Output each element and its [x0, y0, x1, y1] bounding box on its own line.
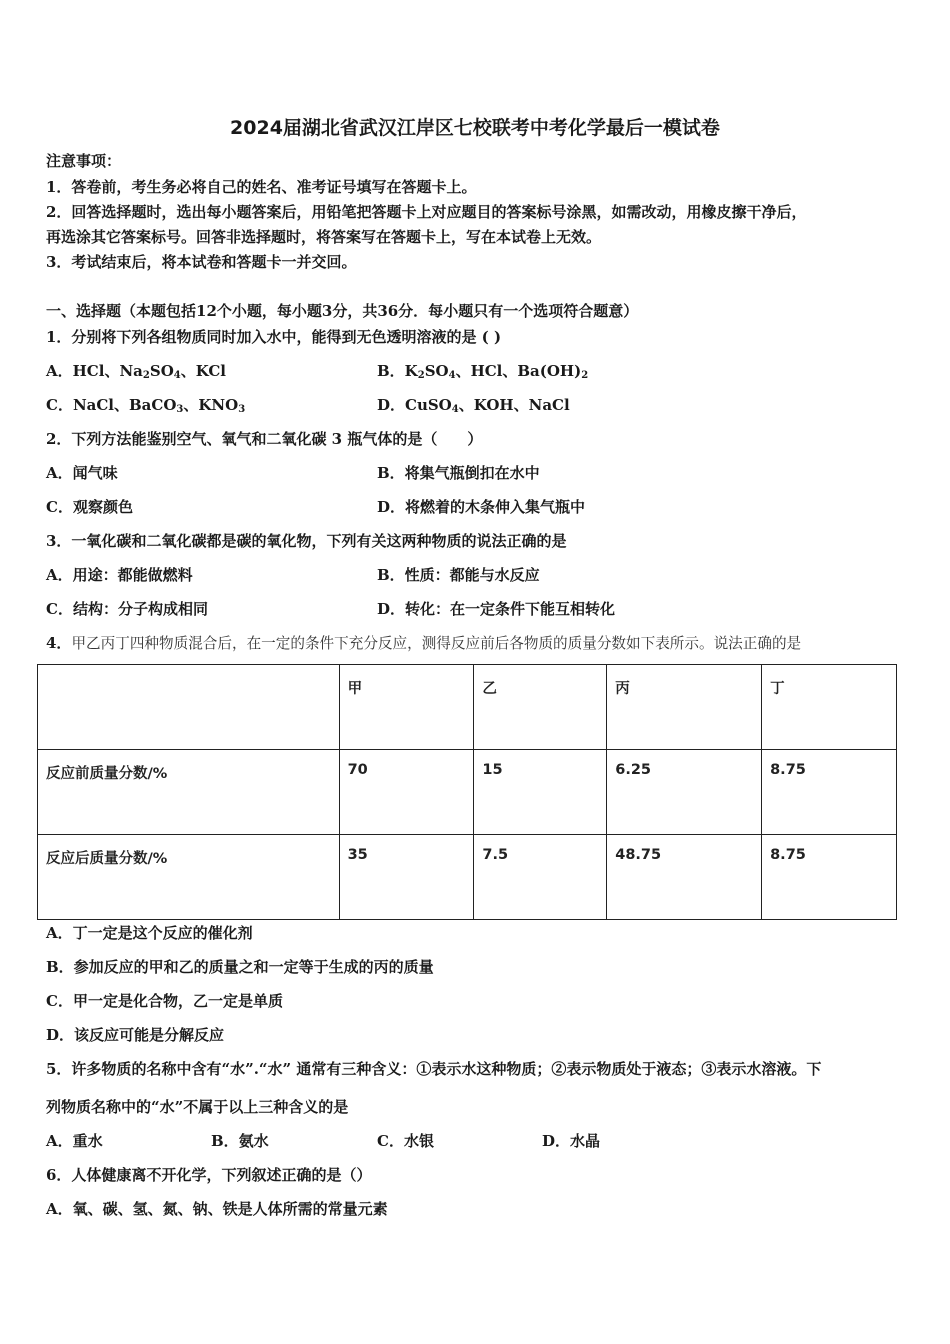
table-cell: 70: [339, 750, 474, 835]
q2-option-b: B．将集气瓶倒扣在水中: [377, 464, 540, 482]
table-cell: 反应后质量分数/%: [38, 835, 340, 920]
table-cell: 8.75: [762, 835, 897, 920]
table-cell: 48.75: [607, 835, 762, 920]
notice-heading: 注意事项：: [46, 152, 122, 170]
notice-item: 3．考试结束后，将本试卷和答题卡一并交回。: [46, 253, 357, 271]
table-cell: 乙: [474, 665, 607, 750]
q5-stem-continued: 列物质名称中的“水”不属于以上三种含义的是: [46, 1098, 349, 1116]
q3-stem: 3．一氧化碳和二氧化碳都是碳的氧化物，下列有关这两种物质的说法正确的是: [46, 532, 567, 550]
page-title: 2024届湖北省武汉江岸区七校联考中考化学最后一模试卷: [230, 117, 720, 139]
q1-stem: 1．分别将下列各组物质同时加入水中，能得到无色透明溶液的是 ( ): [46, 328, 502, 346]
q6-option-a: A．氧、碳、氢、氮、钠、铁是人体所需的常量元素: [46, 1200, 388, 1218]
table-header-row: [38, 665, 897, 750]
notice-item: 再选涂其它答案标号。回答非选择题时，将答案写在答题卡上，写在本试卷上无效。: [46, 228, 602, 246]
q1-option-a: A．HCl、$Na_2SO_4$、KCl: [46, 362, 227, 381]
q5-stem: 5．许多物质的名称中含有“水”.“水” 通常有三种含义：①表示水这种物质；②表示物质处于液态；③表示水溶液。下: [46, 1060, 822, 1078]
table-cell: [38, 665, 340, 750]
q3-option-b: B．性质：都能与水反应: [377, 566, 540, 584]
q3-option-a: A．用途：都能做燃料: [46, 566, 193, 584]
table-cell: 6.25: [607, 750, 762, 835]
q5-option-b: B．氨水: [211, 1132, 269, 1150]
q5-option-c: C．水银: [377, 1132, 434, 1150]
q1-option-b: B．$K_2SO_4$、HCl、$Ba(OH)_2$: [377, 362, 589, 381]
table-cell: 丙: [607, 665, 762, 750]
table-row: [38, 835, 897, 920]
q3-option-c: C．结构：分子构成相同: [46, 600, 208, 618]
q4-option-d: D．该反应可能是分解反应: [46, 1026, 225, 1044]
table-cell: 8.75: [762, 750, 897, 835]
table-cell: 丁: [762, 665, 897, 750]
q1-option-d: D．CuSO$_4$、KOH、NaCl: [377, 396, 570, 415]
table-row: [38, 750, 897, 835]
q3-option-d: D．转化：在一定条件下能互相转化: [377, 600, 616, 618]
table-cell: 35: [339, 835, 474, 920]
q2-option-c: C．观察颜色: [46, 498, 133, 516]
q1-option-c: C．NaCl、BaCO$_3$、$KNO_3$: [46, 396, 246, 415]
q5-option-a: A．重水: [46, 1132, 103, 1150]
q2-option-a: A．闻气味: [46, 464, 118, 482]
section-heading: 一、选择题（本题包括12个小题，每小题3分，共36分．每小题只有一个选项符合题意）: [46, 302, 639, 320]
table-cell: 甲: [339, 665, 474, 750]
notice-item: 2．回答选择题时，选出每小题答案后，用铅笔把答题卡上对应题目的答案标号涂黑，如需改动，用橡皮擦干净后，: [46, 203, 807, 221]
q5-option-d: D．水晶: [542, 1132, 601, 1150]
table-cell: 反应前质量分数/%: [38, 750, 340, 835]
q4-option-c: C．甲一定是化合物，乙一定是单质: [46, 992, 283, 1010]
notice-item: 1．答卷前，考生务必将自己的姓名、准考证号填写在答题卡上。: [46, 178, 477, 196]
q4-option-a: A．丁一定是这个反应的催化剂: [46, 924, 253, 942]
q2-option-d: D．将燃着的木条伸入集气瓶中: [377, 498, 586, 516]
q4-option-b: B．参加反应的甲和乙的质量之和一定等于生成的丙的质量: [46, 958, 434, 976]
q4-stem: 4．甲乙丙丁四种物质混合后，在一定的条件下充分反应，测得反应前后各物质的质量分数如下表所示。说法正确的是: [46, 634, 802, 652]
q2-stem: 2．下列方法能鉴别空气、氧气和二氧化碳 3 瓶气体的是（ ）: [46, 430, 483, 448]
q6-stem: 6．人体健康离不开化学，下列叙述正确的是（）: [46, 1166, 372, 1184]
table-cell: 15: [474, 750, 607, 835]
table-cell: 7.5: [474, 835, 607, 920]
mass-fraction-table: [37, 664, 897, 920]
